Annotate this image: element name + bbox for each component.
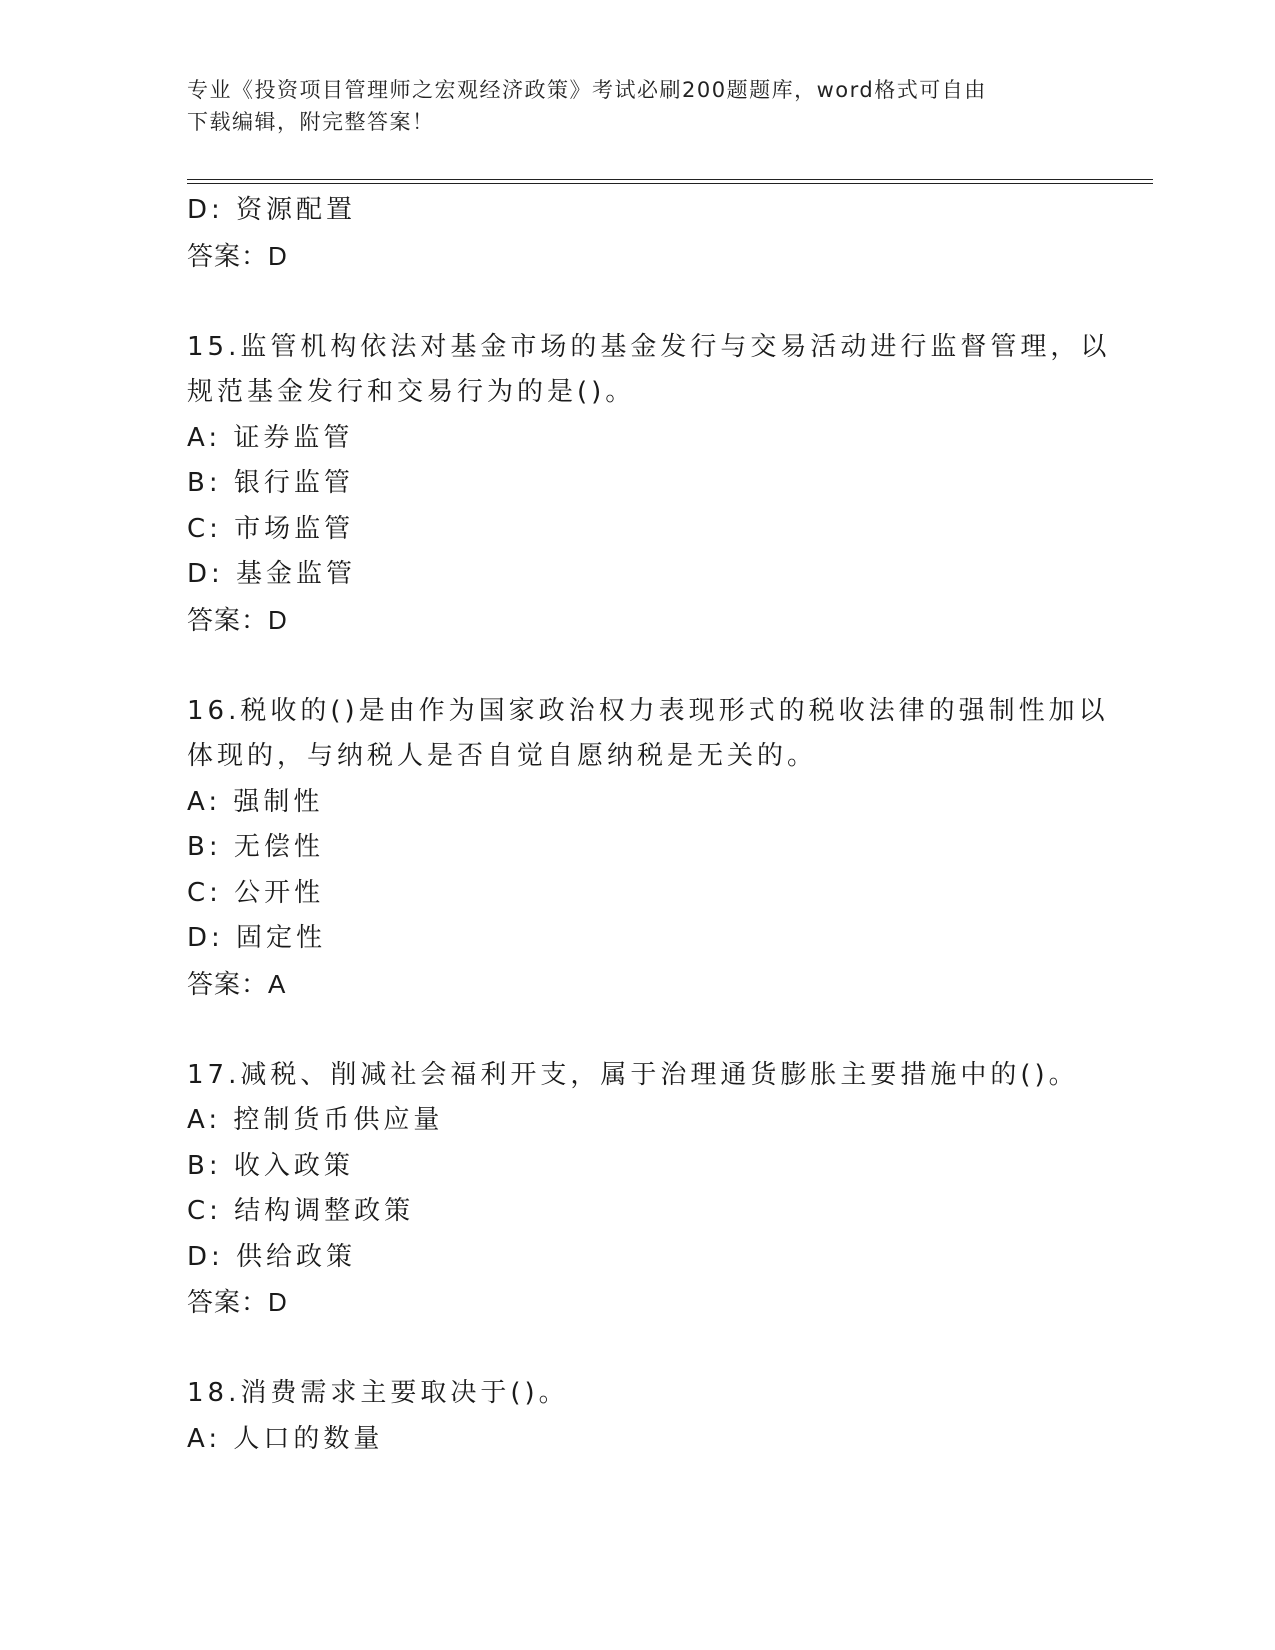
document-title-line-1: 专业《投资项目管理师之宏观经济政策》考试必刷200题题库，word格式可自由 <box>187 78 987 102</box>
document-title-line-2: 下载编辑，附完整答案！ <box>187 110 435 134</box>
question-text-line: 18.消费需求主要取决于()。 <box>187 1378 569 1408</box>
spacer <box>187 279 1087 325</box>
option-a: A: 控制货币供应量 <box>187 1105 444 1135</box>
option-c: C: 结构调整政策 <box>187 1196 415 1226</box>
option-d: D: 固定性 <box>187 923 327 953</box>
option-c: C: 市场监管 <box>187 513 355 544</box>
answer-line: 答案：D <box>187 1287 288 1317</box>
question-text-line: 规范基金发行和交易行为的是()。 <box>187 377 636 407</box>
spacer <box>187 643 1087 689</box>
question-text-line: 16.税收的()是由作为国家政治权力表现形式的税收法律的强制性加以 <box>187 695 1109 726</box>
option-b: B: 银行监管 <box>187 468 354 498</box>
question-text-line: 17.减税、削减社会福利开支，属于治理通货膨胀主要措施中的()。 <box>187 1059 1079 1090</box>
option-b: B: 收入政策 <box>187 1150 354 1181</box>
option-a: A: 证券监管 <box>187 422 354 453</box>
option-c: C: 公开性 <box>187 877 325 908</box>
option-d: D: 供给政策 <box>187 1241 357 1272</box>
spacer <box>187 1326 1087 1372</box>
question-text-line: 体现的，与纳税人是否自觉自愿纳税是无关的。 <box>187 741 818 771</box>
option-b: B: 无偿性 <box>187 832 324 862</box>
option-a: A: 人口的数量 <box>187 1423 384 1454</box>
question-content <box>187 188 1111 1462</box>
answer-line: 答案：A <box>187 968 287 999</box>
question-text-line: 15.监管机构依法对基金市场的基金发行与交易活动进行监督管理，以 <box>187 331 1111 362</box>
question-17 <box>187 1053 1087 1326</box>
question-15 <box>187 325 1111 644</box>
spacer <box>187 1007 1087 1053</box>
question-16 <box>187 689 1109 1008</box>
question-18 <box>187 1371 1087 1462</box>
header-double-rule <box>187 179 1153 184</box>
page-header <box>187 74 1087 138</box>
option-d: D: 资源配置 <box>187 195 357 225</box>
option-a: A: 强制性 <box>187 786 324 817</box>
answer-line: 答案：D <box>187 240 288 271</box>
option-d: D: 基金监管 <box>187 559 357 589</box>
carryover-block <box>187 188 1087 279</box>
answer-line: 答案：D <box>187 604 288 635</box>
